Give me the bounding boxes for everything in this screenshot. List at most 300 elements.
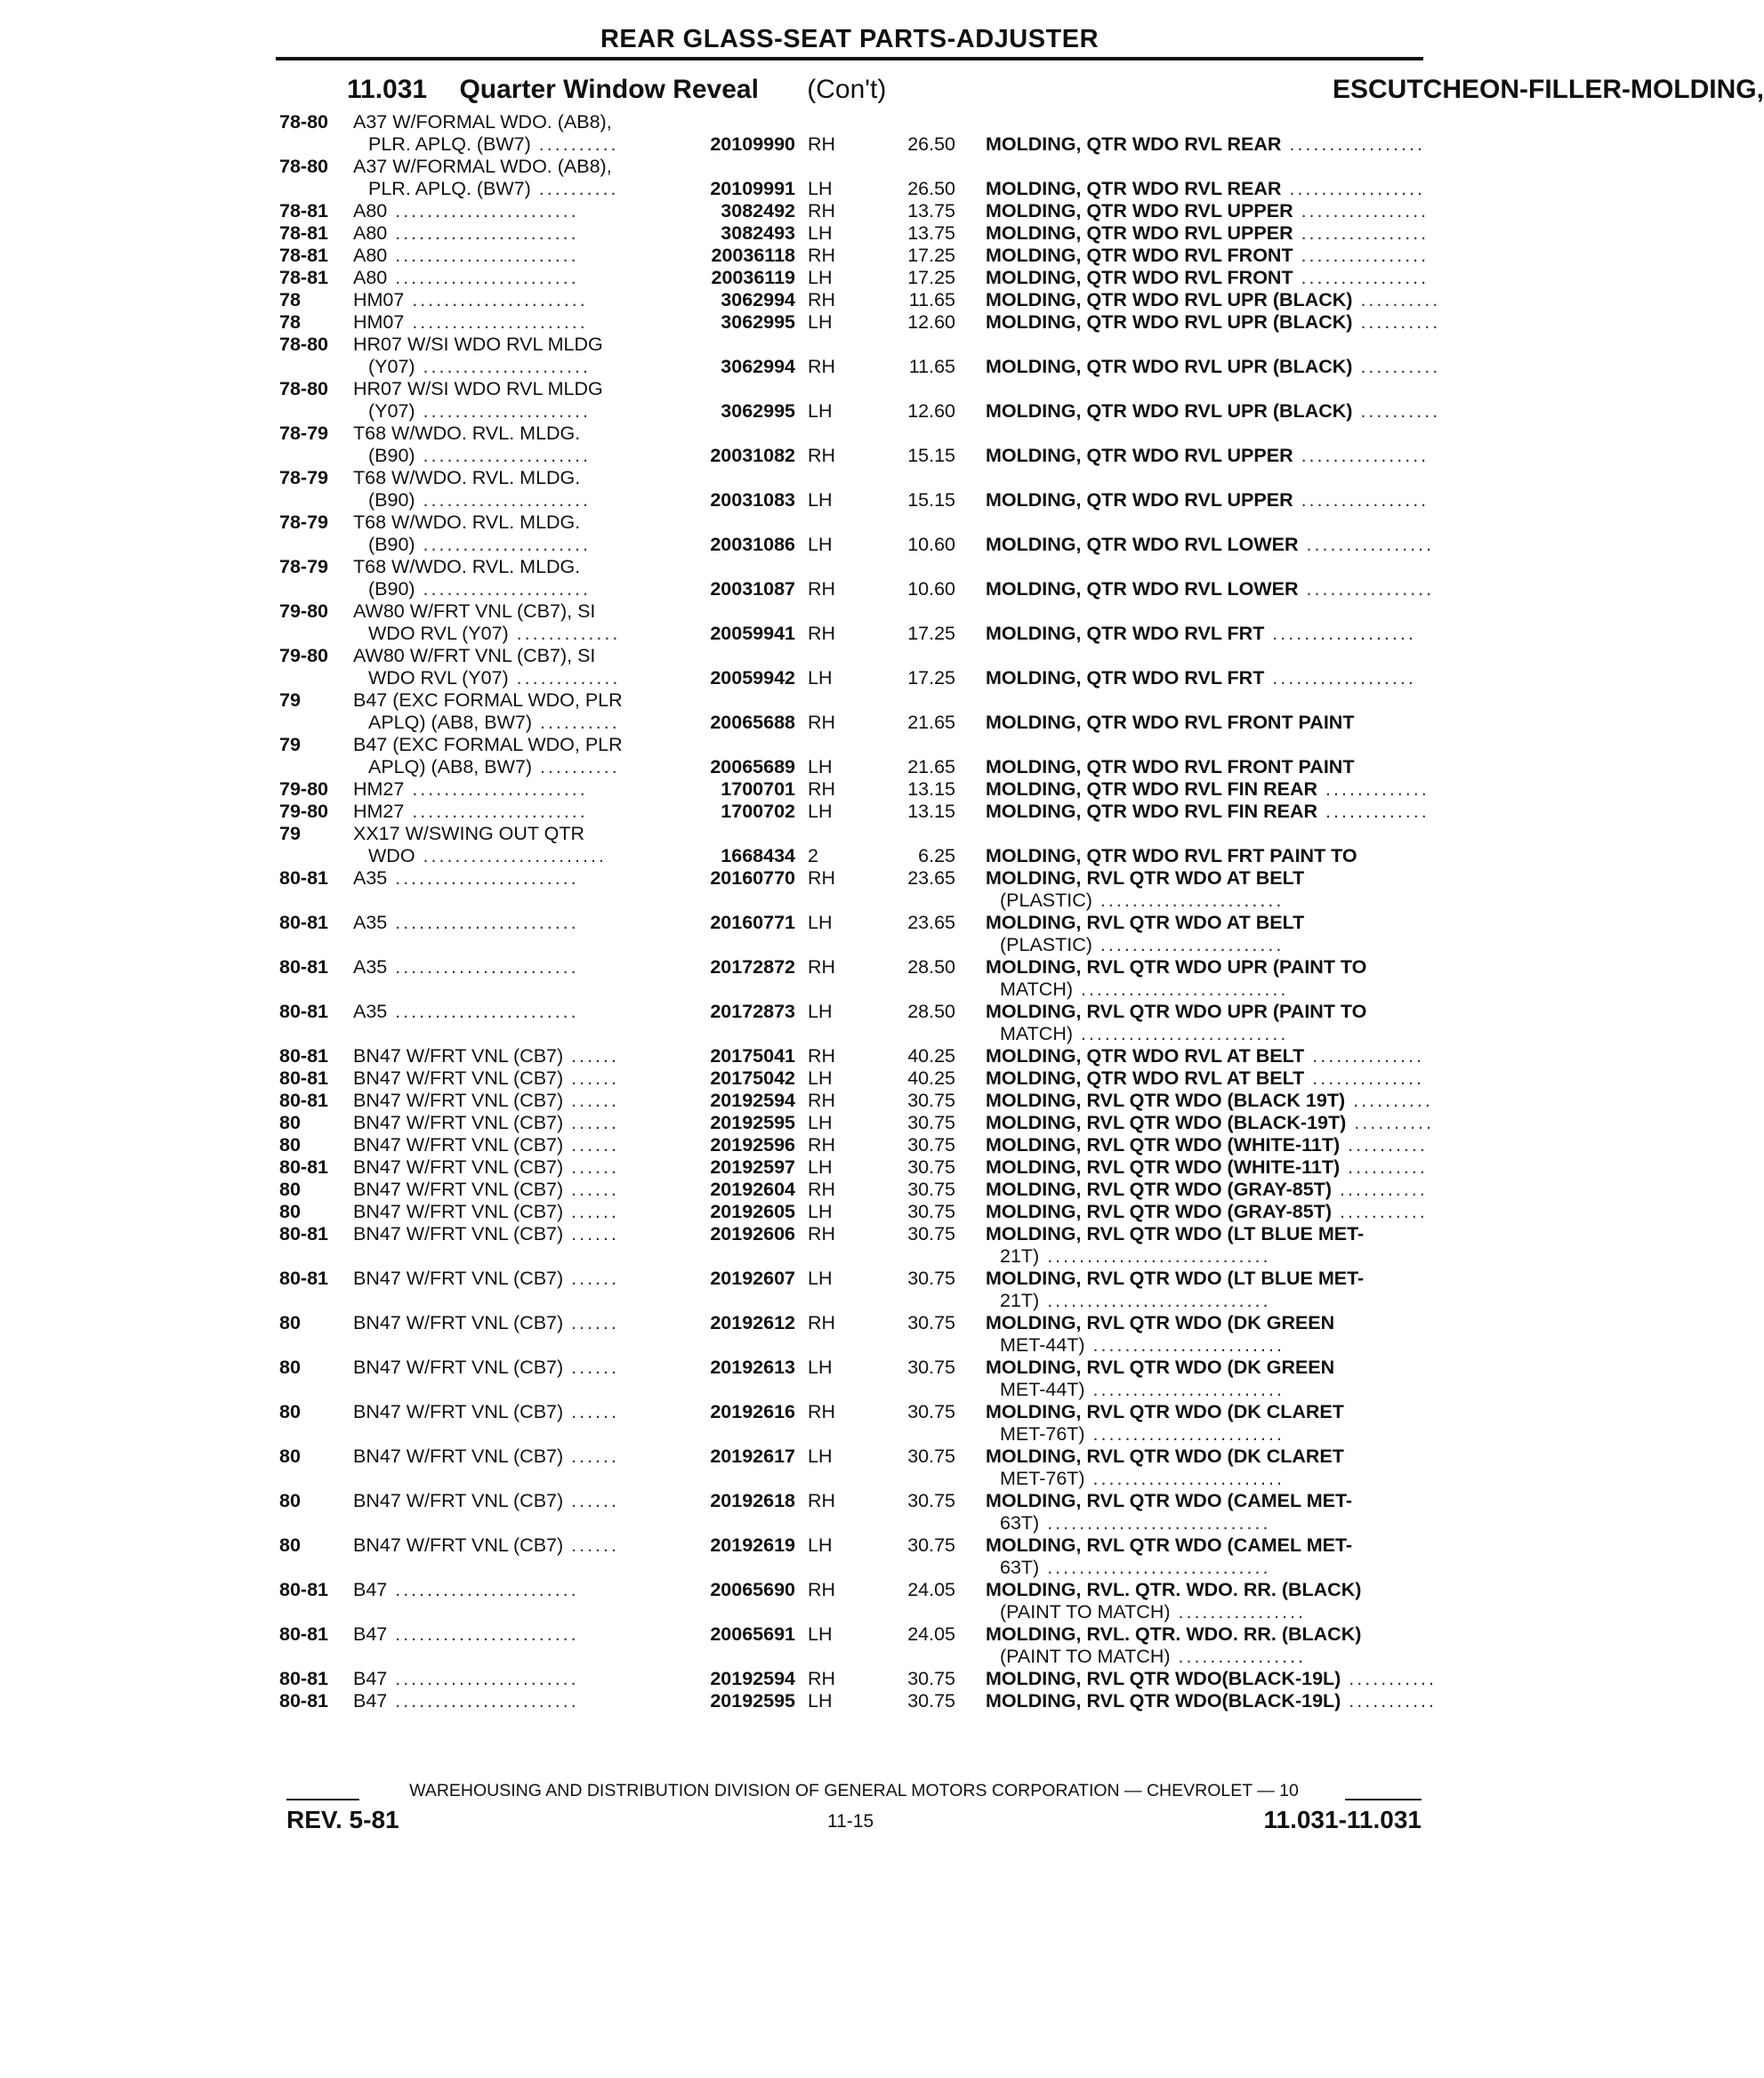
parts-row [0, 1312, 1480, 1357]
part-number: 20192616 [710, 1401, 795, 1422]
section-name: ESCUTCHEON-FILLER-MOLDING, [1333, 75, 1764, 104]
model-description [353, 267, 579, 289]
model-description-text: AW80 W/FRT VNL (CB7), SI [353, 600, 596, 622]
part-name [986, 445, 1429, 467]
model-description-text: PLR. APLQ. (BW7) [368, 178, 531, 199]
side-qty: LH [808, 1001, 833, 1022]
parts-row-line [0, 956, 1480, 979]
part-name-text: MOLDING, RVL QTR WDO (DK CLARET [986, 1446, 1344, 1467]
price: 11.65 [908, 289, 955, 310]
dot-leader: ................ [1298, 534, 1435, 555]
model-description-text: B47 [353, 1668, 388, 1689]
side-qty: LH [808, 222, 833, 244]
dot-leader: ....................... [1091, 890, 1285, 911]
side-qty: RH [808, 1223, 836, 1244]
parts-row [0, 1668, 1480, 1690]
side-qty: LH [808, 1201, 833, 1222]
side-qty: LH [808, 1268, 833, 1289]
dot-leader: ..................... [415, 356, 591, 377]
model-description-text: WDO RVL (Y07) [368, 623, 509, 644]
model-years: 80-81 [279, 1090, 328, 1111]
section-range: 11.031-11.031 [1263, 1806, 1422, 1833]
part-number: 1700701 [721, 778, 795, 800]
side-qty: RH [808, 578, 836, 600]
part-name [986, 1067, 1424, 1090]
part-name-text: MOLDING, RVL QTR WDO (CAMEL MET- [986, 1534, 1353, 1556]
dot-leader: ........................ [1084, 1334, 1285, 1356]
model-description-text: BN47 W/FRT VNL (CB7) [353, 1446, 564, 1467]
model-description [368, 356, 591, 378]
part-name [986, 289, 1440, 311]
dot-leader: ................ [1293, 445, 1430, 466]
part-name-text: MOLDING, RVL QTR WDO (WHITE-11T) [986, 1156, 1341, 1178]
parts-row [0, 645, 1480, 689]
part-name [986, 1268, 1364, 1290]
parts-row-line [0, 600, 1480, 623]
model-description-text: BN47 W/FRT VNL (CB7) [353, 1156, 564, 1178]
parts-row [0, 378, 1480, 423]
parts-row [0, 1134, 1480, 1156]
model-description [353, 334, 603, 356]
part-name-text: MOLDING, QTR WDO RVL AT BELT [986, 1045, 1305, 1067]
part-name-continued [1000, 1334, 1285, 1357]
price: 26.50 [907, 178, 955, 199]
part-name-continued-text: 21T) [1000, 1290, 1040, 1311]
model-years: 80-81 [279, 1223, 328, 1244]
model-description [353, 1156, 619, 1179]
parts-row-line [0, 334, 1480, 356]
model-years: 78-81 [279, 267, 328, 288]
part-number: 20059942 [710, 667, 795, 689]
price: 15.15 [907, 489, 955, 511]
parts-row-line [0, 178, 1480, 200]
part-number: 20192619 [710, 1534, 795, 1556]
model-description [353, 200, 579, 222]
model-description [353, 689, 623, 712]
model-description [353, 378, 603, 400]
model-years: 80-81 [279, 867, 328, 889]
price: 40.25 [907, 1067, 955, 1089]
side-qty: LH [808, 756, 833, 777]
part-name-text: MOLDING, QTR WDO RVL LOWER [986, 578, 1299, 600]
model-description [368, 178, 619, 200]
model-description-text: A37 W/FORMAL WDO. (AB8), [353, 156, 612, 177]
price: 28.50 [907, 1001, 955, 1022]
model-description [353, 1690, 579, 1712]
dot-leader: ....................... [387, 1668, 579, 1689]
parts-row-line [0, 823, 1480, 845]
part-name-text: MOLDING, QTR WDO RVL UPR (BLACK) [986, 356, 1353, 377]
part-name [986, 845, 1357, 867]
model-years: 78-79 [279, 423, 328, 444]
part-name [986, 356, 1440, 378]
model-description [353, 1268, 619, 1290]
model-description-text: PLR. APLQ. (BW7) [368, 133, 531, 155]
parts-row-line [0, 1090, 1480, 1112]
part-name [986, 400, 1440, 423]
parts-row [0, 467, 1480, 511]
page-number: 11-15 [827, 1811, 874, 1832]
parts-row [0, 311, 1480, 334]
section-subtitle: Quarter Window Reveal [459, 75, 759, 104]
part-name-text: MOLDING, RVL QTR WDO (DK GREEN [986, 1312, 1335, 1333]
dot-leader: ........... [1332, 1201, 1428, 1222]
model-description-text: B47 [353, 1690, 388, 1712]
model-description [353, 867, 579, 890]
parts-row-line [0, 400, 1480, 423]
part-name-text: MOLDING, QTR WDO RVL FRONT PAINT [986, 756, 1355, 777]
model-description [353, 1179, 619, 1201]
parts-row-line [0, 222, 1480, 245]
parts-row-line [0, 1468, 1480, 1490]
parts-row-line [0, 1534, 1480, 1557]
parts-row [0, 1156, 1480, 1179]
part-number: 20192606 [710, 1223, 795, 1244]
part-name [986, 1001, 1366, 1023]
part-name [986, 578, 1434, 600]
part-number: 20065691 [710, 1623, 795, 1645]
model-description-text: BN47 W/FRT VNL (CB7) [353, 1312, 564, 1333]
model-description [368, 489, 591, 511]
side-qty: LH [808, 1446, 833, 1467]
parts-row-line [0, 756, 1480, 778]
model-years: 79-80 [279, 600, 328, 622]
dot-leader: .......... [1340, 1156, 1428, 1178]
price: 30.75 [907, 1312, 955, 1333]
dot-leader: ....................... [387, 200, 579, 221]
part-name [986, 245, 1429, 267]
model-description-text: (B90) [368, 445, 415, 466]
dot-leader: ........................ [1084, 1379, 1285, 1400]
parts-row-line [0, 1401, 1480, 1423]
dot-leader: .......... [1352, 356, 1441, 377]
dot-leader: ...... [563, 1090, 619, 1111]
side-qty: RH [808, 1401, 836, 1422]
side-qty: LH [808, 400, 833, 422]
model-description-text: B47 [353, 1579, 388, 1600]
parts-row-line [0, 133, 1480, 156]
side-qty: RH [808, 245, 836, 266]
model-description-text: XX17 W/SWING OUT QTR [353, 823, 585, 844]
model-years: 78-80 [279, 156, 328, 177]
model-years: 80 [279, 1312, 301, 1333]
part-number: 20172873 [710, 1001, 795, 1022]
side-qty: LH [808, 1623, 833, 1645]
part-name-text: MOLDING, QTR WDO RVL FRONT PAINT [986, 712, 1355, 733]
part-number: 20172872 [710, 956, 795, 978]
model-description-text: A35 [353, 1001, 388, 1022]
part-name-continued [1000, 1379, 1285, 1401]
dot-leader: ..................... [415, 445, 591, 466]
part-name [986, 534, 1434, 556]
parts-row [0, 801, 1480, 823]
part-name [986, 1401, 1344, 1423]
model-description-text: A35 [353, 912, 388, 933]
price: 21.65 [907, 756, 955, 777]
dot-leader: ........................ [1084, 1468, 1285, 1489]
part-name-continued [1000, 979, 1288, 1001]
part-name [986, 667, 1416, 689]
dot-leader: .......................... [1073, 1023, 1289, 1044]
part-name [986, 778, 1430, 801]
parts-row-line [0, 556, 1480, 578]
dot-leader: ...... [563, 1179, 619, 1200]
price: 30.75 [907, 1446, 955, 1467]
part-name-continued-text: 21T) [1000, 1245, 1040, 1267]
model-description [353, 1579, 579, 1601]
part-number: 3062994 [721, 289, 795, 310]
part-name-continued-text: (PLASTIC) [1000, 890, 1092, 911]
part-name [986, 267, 1429, 289]
parts-row [0, 1067, 1480, 1090]
side-qty: RH [808, 1579, 836, 1600]
dot-leader: ....................... [387, 267, 579, 288]
model-description-text: BN47 W/FRT VNL (CB7) [353, 1090, 564, 1111]
part-name-continued [1000, 1557, 1270, 1579]
part-name-text: MOLDING, RVL QTR WDO(BLACK-19L) [986, 1668, 1341, 1689]
parts-row-line [0, 712, 1480, 734]
part-number: 20065689 [710, 756, 795, 777]
part-number: 20031086 [710, 534, 795, 555]
model-years: 80-81 [279, 1156, 328, 1178]
side-qty: RH [808, 1045, 836, 1067]
price: 30.75 [907, 1690, 955, 1712]
dot-leader: ............................ [1039, 1512, 1271, 1534]
model-description-text: B47 [353, 1623, 388, 1645]
part-number: 3082492 [721, 200, 795, 221]
dot-leader: ........... [1332, 1179, 1428, 1200]
part-name [986, 1579, 1361, 1601]
part-number: 20192594 [710, 1668, 795, 1689]
parts-row-line [0, 445, 1480, 467]
model-description-text: A80 [353, 245, 388, 266]
dot-leader: ................ [1170, 1646, 1307, 1667]
model-description-text: HR07 W/SI WDO RVL MLDG [353, 378, 603, 399]
model-description-text: A37 W/FORMAL WDO. (AB8), [353, 111, 612, 133]
section-heading [347, 75, 1764, 105]
price: 30.75 [907, 1223, 955, 1244]
price: 28.50 [907, 956, 955, 978]
model-years: 78-81 [279, 222, 328, 244]
parts-row-line [0, 311, 1480, 334]
model-years: 80-81 [279, 1623, 328, 1645]
model-years: 80 [279, 1179, 301, 1200]
part-name [986, 1156, 1428, 1179]
parts-row [0, 1268, 1480, 1312]
part-name-text: MOLDING, QTR WDO RVL FRONT [986, 245, 1293, 266]
model-description-text: HM27 [353, 801, 405, 822]
parts-row-line [0, 1290, 1480, 1312]
model-description [368, 667, 620, 689]
part-name-text: MOLDING, RVL QTR WDO (GRAY-85T) [986, 1179, 1333, 1200]
part-name [986, 756, 1354, 778]
parts-row [0, 1179, 1480, 1201]
dot-leader: ............................ [1039, 1290, 1271, 1311]
model-description [353, 1490, 619, 1512]
price: 30.75 [907, 1090, 955, 1111]
part-name-text: MOLDING, QTR WDO RVL UPPER [986, 200, 1293, 221]
model-description [353, 956, 579, 979]
parts-row-line [0, 845, 1480, 867]
dot-leader: ....................... [387, 867, 579, 889]
parts-row-line [0, 289, 1480, 311]
part-number: 20031083 [710, 489, 795, 511]
part-name-text: MOLDING, RVL QTR WDO (LT BLUE MET- [986, 1268, 1365, 1289]
parts-row [0, 1623, 1480, 1668]
part-name-continued-text: (PLASTIC) [1000, 934, 1092, 955]
model-description-text: BN47 W/FRT VNL (CB7) [353, 1134, 564, 1156]
model-years: 80 [279, 1490, 301, 1511]
price: 30.75 [907, 1268, 955, 1289]
model-years: 80 [279, 1534, 301, 1556]
part-name-text: MOLDING, RVL QTR WDO (GRAY-85T) [986, 1201, 1333, 1222]
parts-row [0, 267, 1480, 289]
model-description [353, 467, 580, 489]
part-number: 20192594 [710, 1090, 795, 1111]
model-description-text: BN47 W/FRT VNL (CB7) [353, 1179, 564, 1200]
part-name [986, 1090, 1433, 1112]
model-description [368, 623, 620, 645]
model-description [368, 845, 607, 867]
parts-row-line [0, 467, 1480, 489]
model-years: 78-81 [279, 245, 328, 266]
dot-leader: ........................ [1084, 1423, 1285, 1445]
model-description-text: BN47 W/FRT VNL (CB7) [353, 1045, 564, 1067]
parts-row-line [0, 245, 1480, 267]
price: 15.15 [907, 445, 955, 466]
part-name-text: MOLDING, RVL. QTR. WDO. RR. (BLACK) [986, 1623, 1362, 1645]
part-name-text: MOLDING, QTR WDO RVL UPPER [986, 445, 1293, 466]
dot-leader: .............. [1304, 1045, 1424, 1067]
side-qty: LH [808, 1112, 833, 1133]
model-description-text: APLQ) (AB8, BW7) [368, 712, 532, 733]
model-description [353, 1223, 619, 1245]
price: 17.25 [907, 667, 955, 689]
parts-row-line [0, 667, 1480, 689]
model-description-text: (B90) [368, 534, 415, 555]
part-number: 3062995 [721, 311, 795, 333]
dot-leader: ...................... [404, 801, 588, 822]
part-name-text: MOLDING, RVL QTR WDO AT BELT [986, 867, 1305, 889]
model-description [353, 556, 580, 578]
price: 23.65 [907, 867, 955, 889]
model-description-text: (B90) [368, 489, 415, 511]
dot-leader: ............. [1317, 778, 1430, 800]
side-qty: LH [808, 489, 833, 511]
dot-leader: ...... [563, 1534, 619, 1556]
dot-leader: .......... [530, 133, 619, 155]
parts-row-line [0, 200, 1480, 222]
model-years: 79-80 [279, 778, 328, 800]
part-name-continued [1000, 1468, 1285, 1490]
part-number: 20175042 [710, 1067, 795, 1089]
dot-leader: ............. [508, 667, 621, 689]
side-qty: 2 [808, 845, 818, 866]
parts-row [0, 734, 1480, 778]
parts-row [0, 1534, 1480, 1579]
part-name-text: MOLDING, QTR WDO RVL AT BELT [986, 1067, 1305, 1089]
model-description [353, 245, 579, 267]
parts-row-line [0, 1512, 1480, 1534]
model-description-text: B47 (EXC FORMAL WDO, PLR [353, 734, 623, 755]
model-description-text: WDO [368, 845, 415, 866]
price: 17.25 [907, 623, 955, 644]
model-description-text: HM07 [353, 289, 405, 310]
part-name-text: MOLDING, RVL QTR WDO (DK CLARET [986, 1401, 1344, 1422]
parts-row [0, 1690, 1480, 1712]
part-number: 20192597 [710, 1156, 795, 1178]
part-name-continued [1000, 1601, 1306, 1623]
model-description [353, 1112, 619, 1134]
dot-leader: ...................... [404, 289, 588, 310]
part-name-text: MOLDING, QTR WDO RVL UPR (BLACK) [986, 289, 1353, 310]
dot-leader: ................ [1293, 222, 1430, 244]
parts-row-line [0, 912, 1480, 934]
parts-row [0, 912, 1480, 956]
dot-leader: ...... [563, 1268, 619, 1289]
price: 6.25 [918, 845, 955, 866]
part-name-text: MOLDING, QTR WDO RVL UPPER [986, 222, 1293, 244]
part-name [986, 1690, 1437, 1712]
dot-leader: ................ [1293, 245, 1430, 266]
dot-leader: ........... [1341, 1690, 1438, 1712]
dot-leader: .................. [1264, 623, 1416, 644]
model-years: 79 [279, 734, 301, 755]
parts-row-line [0, 801, 1480, 823]
parts-row-line [0, 1423, 1480, 1446]
part-name [986, 311, 1440, 334]
model-description-text: (B90) [368, 578, 415, 600]
model-years: 80-81 [279, 1668, 328, 1689]
dot-leader: ...... [563, 1067, 619, 1089]
model-description [368, 133, 619, 156]
dot-leader: .......... [1352, 400, 1441, 422]
revision-label: REV. 5-81 [286, 1806, 399, 1833]
part-number: 20192595 [710, 1690, 795, 1712]
dot-leader: ..................... [415, 489, 591, 511]
model-years: 78-80 [279, 378, 328, 399]
parts-row-line [0, 1268, 1480, 1290]
parts-row [0, 156, 1480, 200]
model-years: 80-81 [279, 1045, 328, 1067]
model-description [368, 578, 591, 600]
model-years: 79-80 [279, 801, 328, 822]
price: 12.60 [907, 400, 955, 422]
parts-row-line [0, 778, 1480, 801]
side-qty: RH [808, 1490, 836, 1511]
part-name-text: MOLDING, RVL. QTR. WDO. RR. (BLACK) [986, 1579, 1362, 1600]
part-number: 20031087 [710, 578, 795, 600]
side-qty: LH [808, 801, 833, 822]
model-description-text: (Y07) [368, 400, 415, 422]
footer-publisher-line: WAREHOUSING AND DISTRIBUTION DIVISION OF GENERAL MOTORS CORPORATION — CHEVROLET — 10 [409, 1781, 1299, 1800]
part-name-text: MOLDING, RVL QTR WDO (LT BLUE MET- [986, 1223, 1365, 1244]
parts-row-line [0, 1067, 1480, 1090]
side-qty: RH [808, 623, 836, 644]
dot-leader: ....................... [387, 956, 579, 978]
parts-row-line [0, 689, 1480, 712]
parts-row-line [0, 979, 1480, 1001]
parts-row-line [0, 1490, 1480, 1512]
price: 13.75 [907, 222, 955, 244]
parts-row-line [0, 1245, 1480, 1268]
model-description [353, 423, 580, 445]
part-name-continued-text: MET-44T) [1000, 1379, 1085, 1400]
part-number: 20192617 [710, 1446, 795, 1467]
model-description [353, 1668, 579, 1690]
parts-row [0, 689, 1480, 734]
dot-leader: ...... [563, 1045, 619, 1067]
